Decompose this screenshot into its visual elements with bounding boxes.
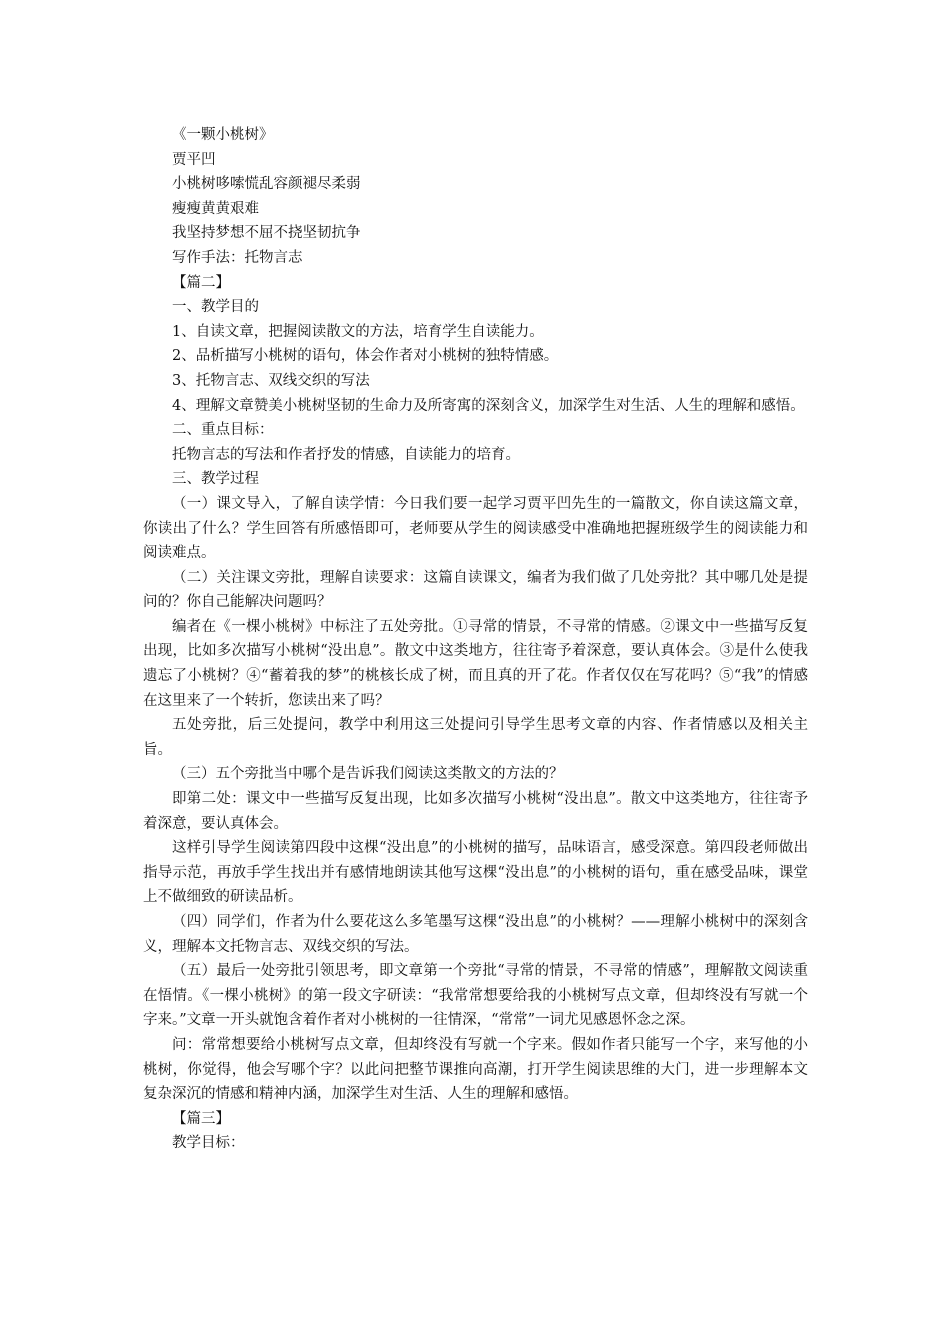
subheading-key-goals: 二、重点目标： bbox=[172, 422, 274, 439]
section-heading-part-three: 【篇三】 bbox=[172, 1110, 230, 1127]
paragraph: 我坚持梦想不屈不挠坚韧抗争 bbox=[172, 225, 361, 242]
subheading-teaching-process: 三、教学过程 bbox=[172, 471, 259, 488]
author-name: 贾平凹 bbox=[172, 151, 216, 168]
paragraph: 编者在《一棵小桃树》中标注了五处旁批。①寻常的情景，不寻常的情感。②课文中一些描写反复出现，比如多次描写小桃树“没出息”。散文中这类地方，往往寄予着深意，要认真体会。③是什么使我遗忘了小桃树？④“蓄着我的梦”的桃核长成了树，而且真的开了花。作者仅仅在写花吗？⑤“我”的情感在这里来了一个转折，您读出来了吗？ bbox=[143, 618, 808, 709]
subheading-teaching-purpose: 一、教学目的 bbox=[172, 299, 259, 316]
paragraph: 即第二处：课文中一些描写反复出现，比如多次描写小桃树“没出息”。散文中这类地方，往往寄予着深意，要认真体会。 bbox=[143, 791, 808, 832]
paragraph: 4、理解文章赞美小桃树坚韧的生命力及所寄寓的深刻含义，加深学生对生活、人生的理解和感悟。 bbox=[172, 397, 805, 414]
paragraph: 2、品析描写小桃树的语句，体会作者对小桃树的独特情感。 bbox=[172, 348, 559, 365]
paragraph: 1、自读文章，把握阅读散文的方法，培育学生自读能力。 bbox=[172, 323, 544, 340]
paragraph: 写作手法：托物言志 bbox=[172, 249, 303, 266]
paragraph: （二）关注课文旁批，理解自读要求：这篇自读课文，编者为我们做了几处旁批？其中哪几处是提问的？你自己能解决问题吗？ bbox=[143, 569, 808, 611]
paragraph: 小桃树哆嗦慌乱容颜褪尽柔弱 bbox=[172, 176, 361, 193]
paragraph: （五）最后一处旁批引领思考，即文章第一个旁批“寻常的情景，不寻常的情感”，理解散文阅读重在悟情。《一棵小桃树》的第一段文字研读：“我常常想要给我的小桃树写点文章，但却终没有写就一个字来。”文章一开头就饱含着作者对小桃树的一往情深，“常常”一词尤见感恩怀念之深。 bbox=[143, 963, 808, 1029]
paragraph: 托物言志的写法和作者抒发的情感，自读能力的培育。 bbox=[172, 446, 520, 463]
section-heading-part-two: 【篇二】 bbox=[172, 274, 230, 291]
paragraph: （三）五个旁批当中哪个是告诉我们阅读这类散文的方法的？ bbox=[172, 766, 564, 783]
essay-title: 《一颗小桃树》 bbox=[172, 127, 274, 143]
paragraph: （四）同学们，作者为什么要花这么多笔墨写这棵“没出息”的小桃树？——理解小桃树中的深刻含义，理解本文托物言志、双线交织的写法。 bbox=[143, 914, 808, 955]
paragraph: 瘦瘦黄黄艰难 bbox=[172, 200, 259, 217]
paragraph: 这样引导学生阅读第四段中这棵“没出息”的小桃树的描写，品味语言，感受深意。第四段老师做出指导示范，再放手学生找出并有感情地朗读其他写这棵“没出息”的小桃树的语句，重在感受品味，课堂上不做细致的研读品析。 bbox=[143, 840, 808, 906]
paragraph: 3、托物言志、双线交织的写法 bbox=[172, 372, 370, 389]
paragraph: （一）课文导入，了解自读学情：今日我们要一起学习贾平凹先生的一篇散文，你自读这篇文章，你读出了什么？学生回答有所感悟即可，老师要从学生的阅读感受中准确地把握班级学生的阅读能力和阅读难点。 bbox=[143, 495, 808, 562]
document-body bbox=[143, 123, 808, 1156]
subheading-teaching-goals: 教学目标： bbox=[172, 1135, 245, 1152]
paragraph: 问：常常想要给小桃树写点文章，但却终没有写就一个字来。假如作者只能写一个字，来写他的小桃树，你觉得，他会写哪个字？以此问把整节课推向高潮，打开学生阅读思维的大门，进一步理解本文复杂深沉的情感和精神内涵，加深学生对生活、人生的理解和感悟。 bbox=[143, 1036, 808, 1103]
paragraph: 五处旁批，后三处提问，教学中利用这三处提问引导学生思考文章的内容、作者情感以及相关主旨。 bbox=[143, 717, 808, 758]
